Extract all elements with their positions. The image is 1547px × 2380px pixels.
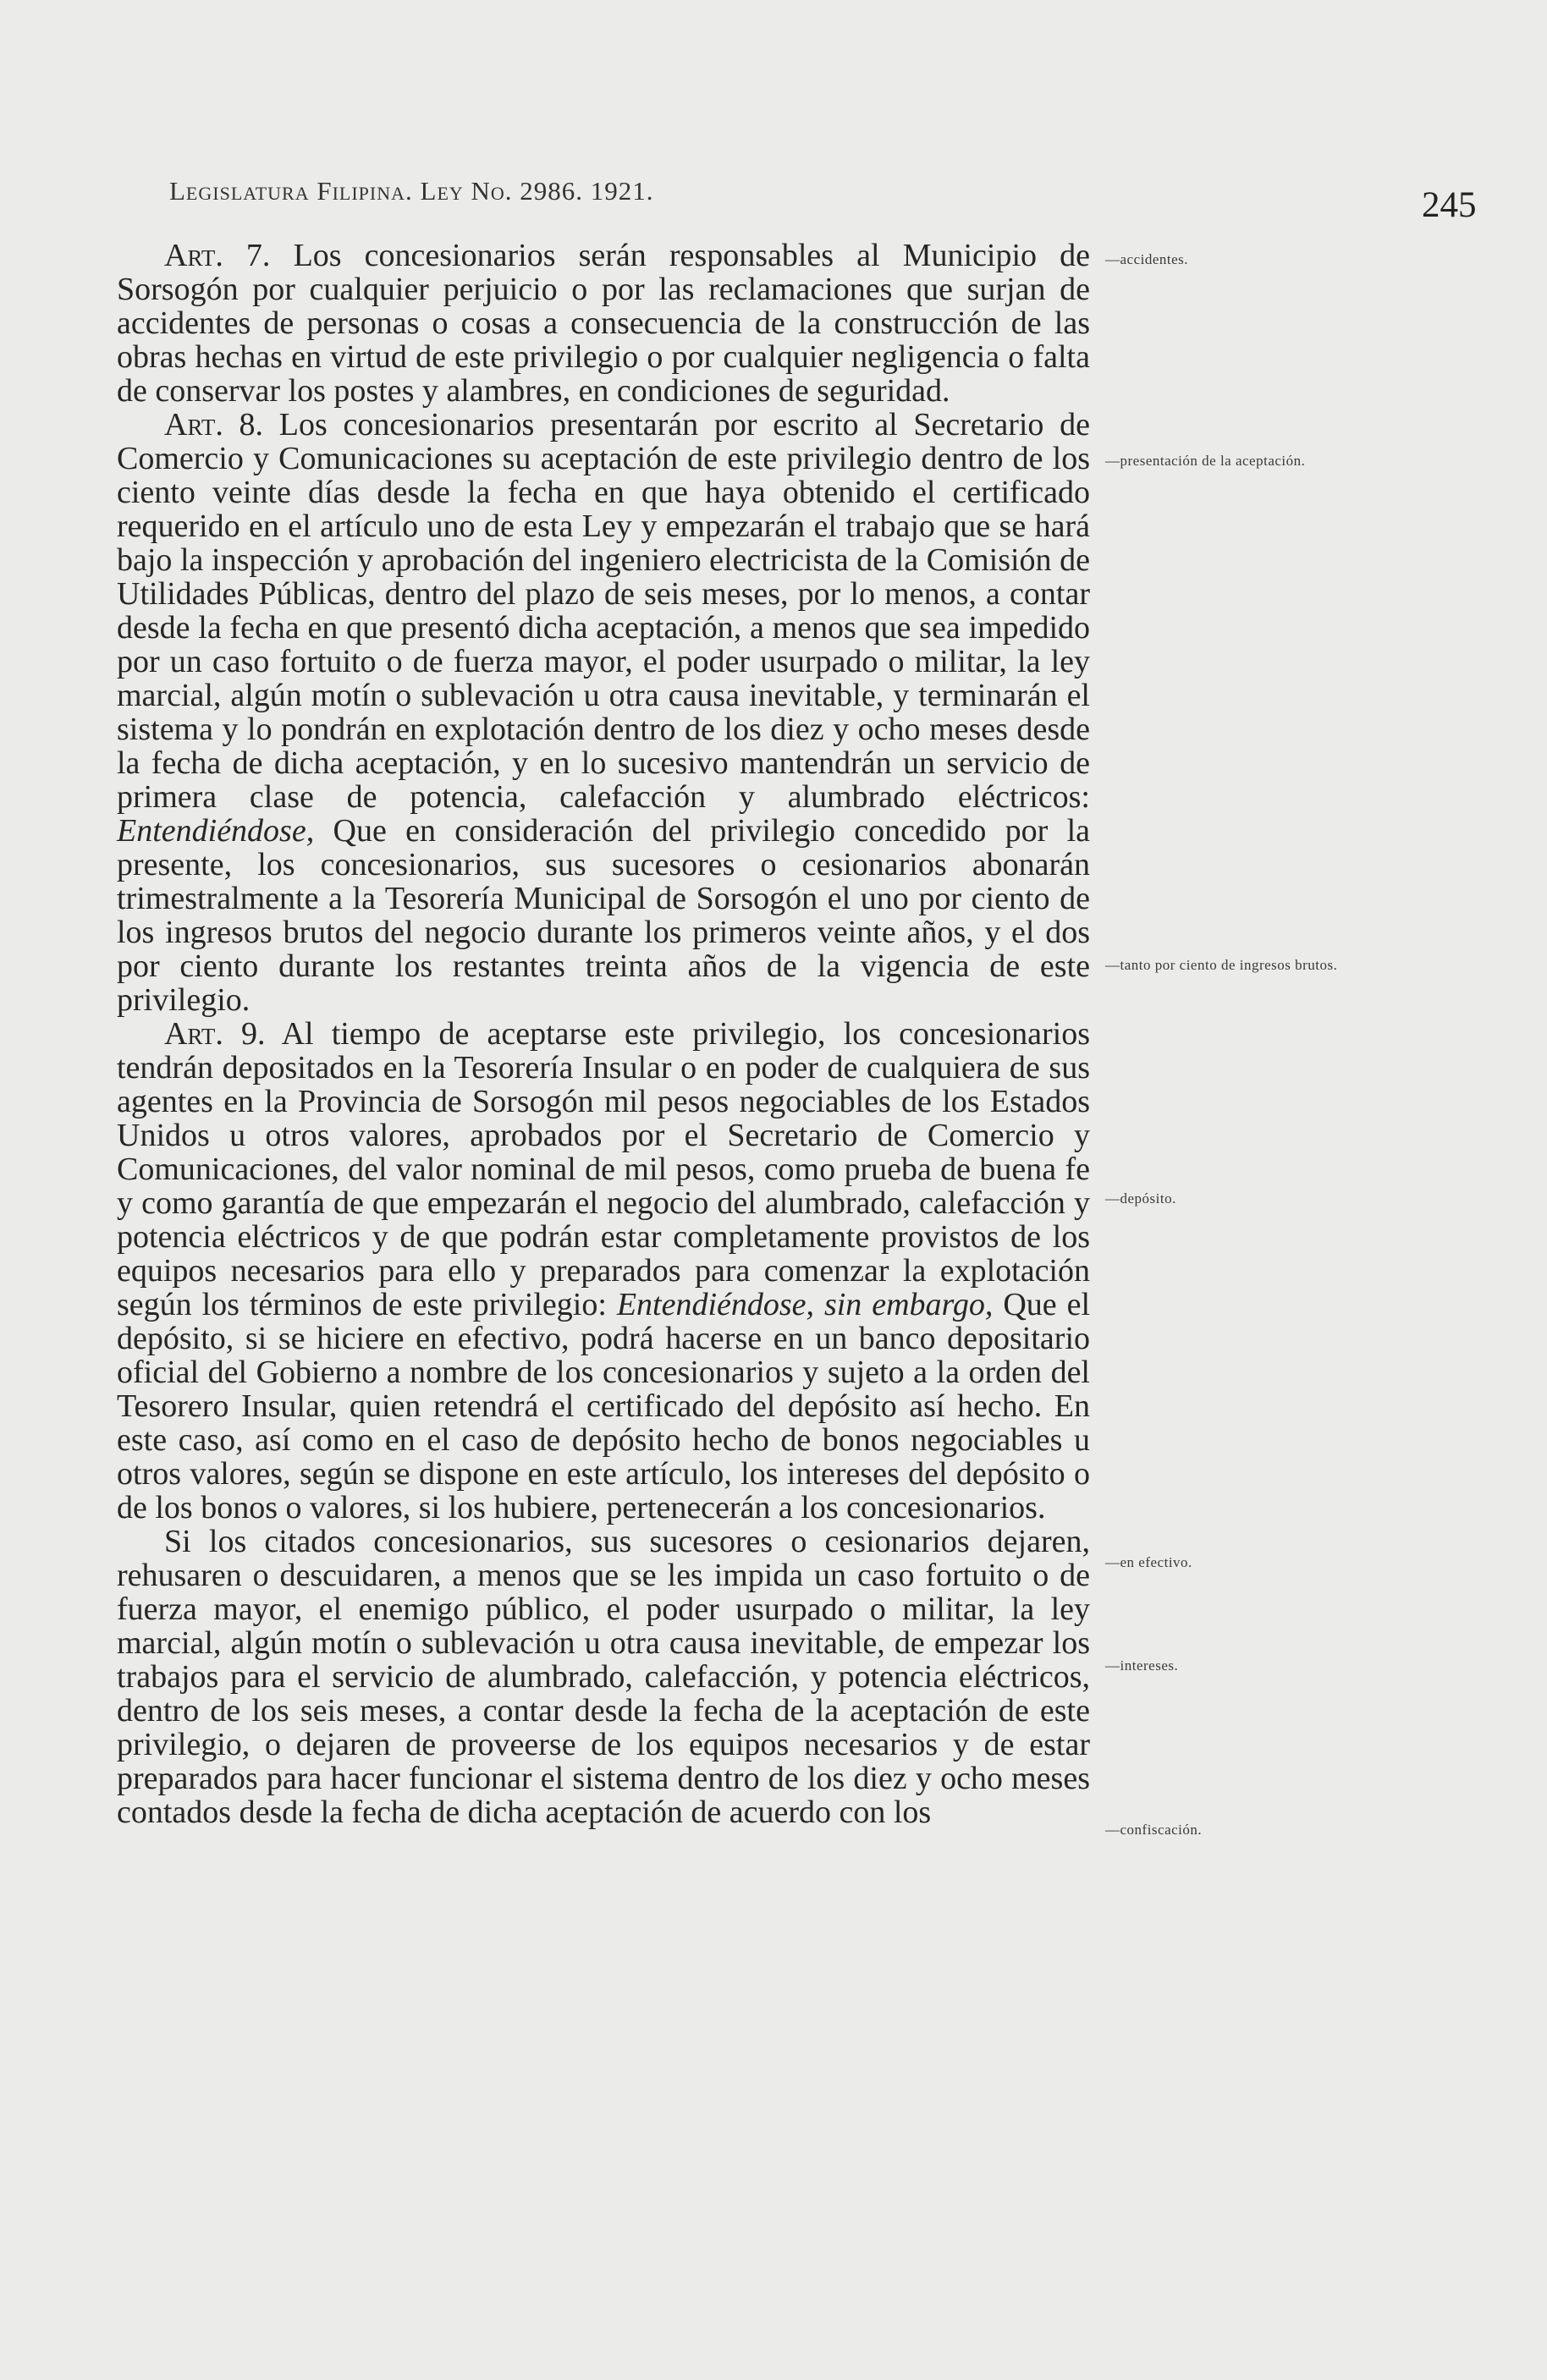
article-7-text: Los concesionarios serán responsables al Municipio de Sorsogón por cualquier perjuicio o por las reclamaciones que surjan de accidentes de personas o cosas a consecuencia de la construcción de las obras hechas en virtud de este privilegio o por cualquier negligencia o falta de conservar los postes y alambres, en condiciones de seguridad. — [117, 238, 1091, 409]
final-paragraph — [117, 1525, 1090, 1829]
margin-note-intereses: —intereses. — [1105, 1657, 1179, 1674]
article-7-label: Art. 7. — [164, 238, 271, 273]
article-9-text: Al tiempo de aceptarse este privilegio, los concesionarios tendrán depositados en la Tesorería Insular o en poder de cualquiera de sus agentes en la Provincia de Sorsogón mil pesos negociables de los Estados Unidos u otros valores, aprobados por el Secretario de Comercio y Comunicaciones, del valor nominal de mil pesos, como prueba de buena fe y como garantía de que empezarán el negocio del alumbrado, calefacción y potencia eléctricos y de que podrán estar completamente provistos de los equipos necesarios para ello y preparados para comenzar la explotación según los términos de este privilegio: — [117, 1016, 1090, 1322]
article-8-proviso: Entendiéndose, — [117, 813, 315, 849]
article-8 — [117, 408, 1090, 1017]
running-head: Legislatura Filipina. Ley No. 2986. 1921. — [169, 176, 654, 206]
body-text — [117, 239, 1090, 1829]
article-9-text-2: Que el depósito, si se hiciere en efectivo, podrá hacerse en un banco depositario oficial del Gobierno a nombre de los concesionarios y sujeto a la orden del Tesorero Insular, quien retendrá el certificado del depósito así hecho. En este caso, así como en el caso de depósito hecho de bonos negociables u otros valores, según se dispone en este artículo, los intereses del depósito o de los bonos o valores, si los hubiere, pertenecerán a los concesionarios. — [117, 1287, 1091, 1525]
article-8-text-2: Que en consideración del privilegio concedido por la presente, los concesionarios, sus sucesores o cesionarios abonarán trimestralmente a la Tesorería Municipal de Sorsogón el uno por ciento de los ingresos brutos del negocio durante los primeros veinte años, y el dos por ciento durante los restantes treinta años de la vigencia de este privilegio. — [117, 813, 1091, 1018]
margin-note-deposito: —depósito. — [1105, 1190, 1176, 1206]
margin-note-en-efectivo: —en efectivo. — [1105, 1554, 1192, 1570]
article-9-label: Art. 9. — [164, 1016, 266, 1052]
margin-note-confiscacion: —confiscación. — [1105, 1822, 1203, 1838]
margin-note-tanto-por-ciento: —tanto por ciento de ingresos brutos. — [1105, 957, 1338, 973]
margin-note-presentacion: —presentación de la aceptación. — [1105, 453, 1306, 469]
article-7 — [117, 239, 1090, 408]
article-9-proviso: Entendiéndose, sin embargo, — [616, 1287, 994, 1322]
page-number: 245 — [1422, 185, 1477, 225]
article-8-text: Los concesionarios presentarán por escrito al Secretario de Comercio y Comunicaciones su aceptación de este privilegio dentro de los ciento veinte días desde la fecha en que haya obtenido el certificado requerido en el artículo uno de esta Ley y empezarán el trabajo que se hará bajo la inspección y aprobación del ingeniero electricista de la Comisión de Utilidades Públicas, dentro del plazo de seis meses, por lo menos, a contar desde la fecha en que presentó dicha aceptación, a menos que sea impedido por un caso fortuito o de fuerza mayor, el poder usurpado o militar, la ley marcial, algún motín o sublevación u otra causa inevitable, y terminarán el sistema y lo pondrán en explotación dentro de los diez y ocho meses desde la fecha de dicha aceptación, y en lo sucesivo mantendrán un servicio de primera clase de potencia, calefacción y alumbrado eléctricos: — [117, 407, 1091, 815]
article-8-label: Art. 8. — [164, 407, 264, 442]
article-9 — [117, 1017, 1090, 1525]
final-paragraph-text: Si los citados concesionarios, sus sucesores o cesionarios dejaren, rehusaren o descuidaren, a menos que se les impida un caso fortuito o de fuerza mayor, el enemigo público, el poder usurpado o militar, la ley marcial, algún motín o sublevación u otra causa inevitable, de empezar los trabajos para el servicio de alumbrado, calefacción, y potencia eléctricos, dentro de los seis meses, a contar desde la fecha de la aceptación de este privilegio, o dejaren de proveerse de los equipos necesarios y de estar preparados para hacer funcionar el sistema dentro de los diez y ocho meses contados desde la fecha de dicha aceptación de acuerdo con los — [117, 1524, 1090, 1830]
margin-note-accidentes: —accidentes. — [1105, 251, 1189, 267]
